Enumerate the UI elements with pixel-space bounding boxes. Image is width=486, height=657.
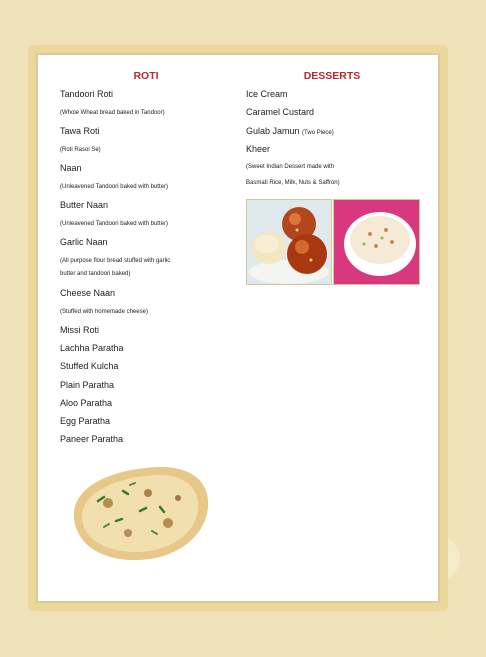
roti-item: Plain Paratha bbox=[60, 380, 115, 390]
roti-item: Paneer Paratha bbox=[60, 434, 124, 444]
roti-item-desc: (Unleavened Tandoori baked with butter) bbox=[60, 184, 168, 190]
roti-item-desc: (Roti Rasoi Se) bbox=[60, 147, 101, 153]
kheer-photo bbox=[333, 199, 420, 285]
roti-item: Tandoori Roti bbox=[60, 89, 114, 99]
roti-item: Naan bbox=[60, 163, 82, 173]
roti-item: Garlic Naan bbox=[60, 237, 108, 247]
desserts-title: DESSERTS bbox=[303, 70, 361, 82]
dessert-item: Kheer bbox=[246, 144, 271, 154]
roti-item-desc: butter and tandoori baked) bbox=[60, 271, 131, 277]
dessert-item bbox=[246, 126, 334, 136]
gulab-jamun-ice-cream-photo bbox=[246, 199, 332, 285]
roti-item: Cheese Naan bbox=[60, 288, 116, 298]
roti-title: ROTI bbox=[133, 70, 159, 82]
dessert-item-name: Gulab Jamun bbox=[246, 126, 300, 136]
roti-item: Egg Paratha bbox=[60, 416, 111, 426]
roti-item: Aloo Paratha bbox=[60, 398, 113, 408]
roti-item-desc: (All purpose flour bread stuffed with garlic bbox=[60, 258, 171, 264]
roti-item: Stuffed Kulcha bbox=[60, 361, 119, 371]
dessert-item: Caramel Custard bbox=[246, 107, 315, 117]
roti-item-desc: (Whole Wheat bread baked in Tandoor) bbox=[60, 110, 165, 116]
roti-item: Lachha Paratha bbox=[60, 343, 124, 353]
roti-item: Missi Roti bbox=[60, 325, 100, 335]
dessert-item-desc: (Sweet Indian Dessert made with bbox=[246, 164, 335, 170]
roti-item-desc: (Stuffed with homemade cheese) bbox=[60, 309, 148, 315]
roti-item-desc: (Unleavened Tandoori baked with butter) bbox=[60, 221, 168, 227]
roti-item: Butter Naan bbox=[60, 200, 109, 210]
dessert-item: Ice Cream bbox=[246, 89, 288, 99]
dessert-item-desc: Basmati Rice, Milk, Nuts & Saffron) bbox=[246, 180, 340, 186]
roti-item: Tawa Roti bbox=[60, 126, 100, 136]
dessert-item-note: (Two Piece) bbox=[302, 130, 334, 136]
naan-photo bbox=[68, 463, 213, 563]
